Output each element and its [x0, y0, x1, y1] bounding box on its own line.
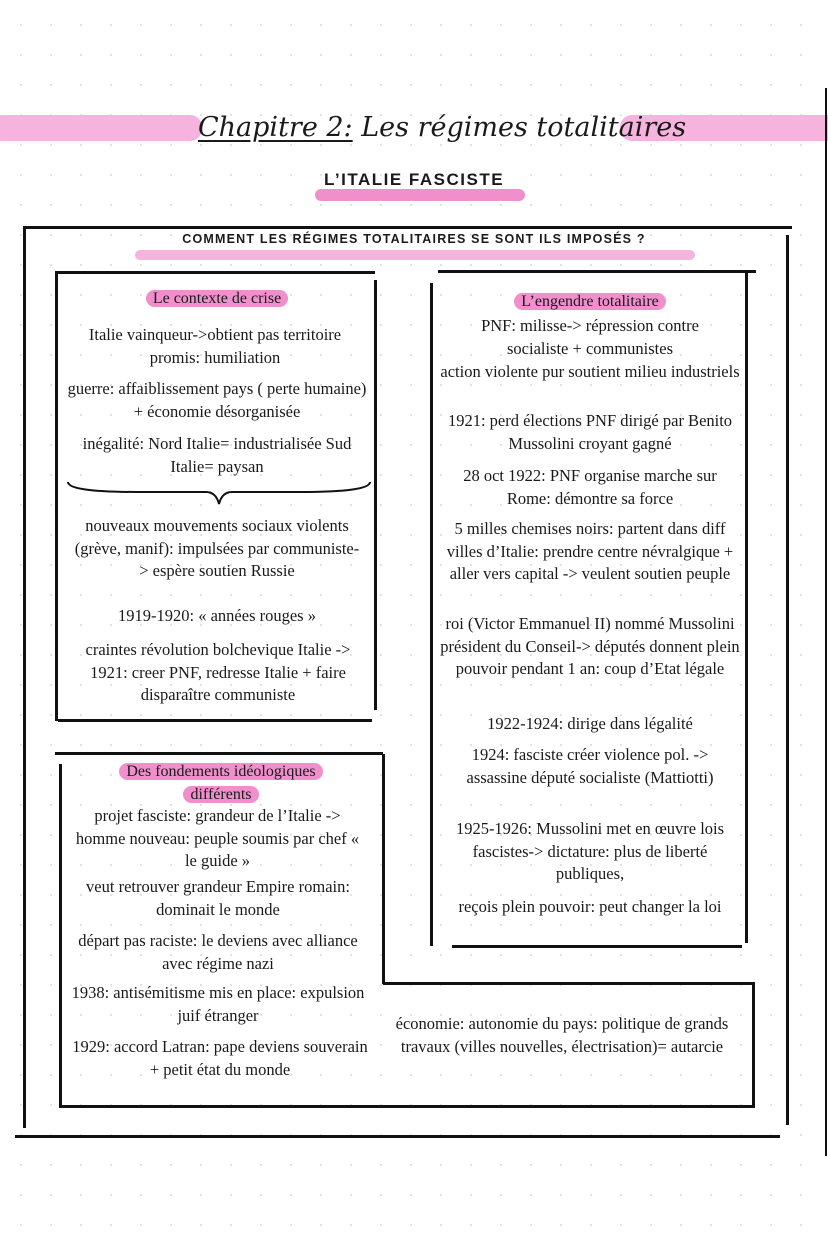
engendre-box-left [430, 283, 433, 946]
economy-item: économie: autonomie du pays: politique de grands travaux (villes nouvelles, électrisation)= autarcie [395, 1014, 729, 1056]
engendre-item: PNF: milisse-> répression contre socialiste + communistes [481, 316, 699, 358]
page-right-edge [825, 88, 827, 1156]
ideology-item: projet fasciste: grandeur de l’Italie -> homme nouveau: peuple soumis par chef « le guide » [75, 806, 360, 870]
guiding-question: COMMENT LES RÉGIMES TOTALITAIRES SE SONT ILS IMPOSÉS ? [182, 232, 646, 246]
crisis-item: guerre: affaiblissement pays ( perte humaine) + économie désorganisée [67, 379, 367, 421]
outer-frame-bottom [15, 1135, 780, 1138]
crisis-item: nouveaux mouvements sociaux violents (grève, manif): impulsées par communiste-> espère soutien Russie [74, 516, 360, 580]
engendre-item: 1925-1926: Mussolini met en œuvre lois fascistes-> dictature: plus de liberté publiques, [455, 819, 725, 883]
ideology-section-title: Des fondements idéologiques différents [62, 760, 380, 806]
engendre-item: 1921: perd élections PNF dirigé par Benito Mussolini croyant gagné [447, 411, 733, 453]
ideology-box-inner-vertical [382, 754, 385, 984]
crisis-box-right [374, 280, 377, 710]
ideology-box-top [55, 752, 383, 755]
engendre-item: reçois plein pouvoir: peut changer la loi [458, 897, 722, 916]
chapter-name: Les régimes totalitaires [352, 112, 687, 143]
question-highlight [135, 250, 695, 260]
engendre-item: 1924: fasciste créer violence pol. -> assassine député socialiste (Mattiotti) [466, 745, 714, 787]
crisis-box-top [55, 271, 375, 274]
ideology-box-left [59, 764, 62, 1108]
outer-frame-left [23, 226, 26, 1128]
outer-frame-top [24, 226, 792, 229]
ideology-item: veut retrouver grandeur Empire romain: dominait le monde [86, 877, 350, 919]
engendre-section-title: L’engendre totalitaire [440, 291, 740, 313]
engendre-box-right [745, 273, 748, 943]
engendre-box-top [438, 270, 756, 273]
engendre-item: action violente pur soutient milieu industriels [440, 362, 740, 381]
ideology-box-bottom [60, 1105, 752, 1108]
page-title [198, 108, 687, 148]
crisis-item: Italie vainqueur->obtient pas territoire promis: humiliation [88, 325, 342, 367]
ideology-item: départ pas raciste: le deviens avec alliance avec régime nazi [78, 931, 358, 973]
crisis-box-left [55, 271, 58, 721]
crisis-section-title: Le contexte de crise [62, 288, 372, 310]
ideology-item: 1929: accord Latran: pape deviens souverain + petit état du monde [72, 1037, 368, 1079]
crisis-item: craintes révolution bolchevique Italie -> 1921: creer PNF, redresse Italie + faire disparaître communiste [85, 640, 351, 704]
chapter-label: Chapitre 2: [198, 112, 353, 143]
economy-box-top [383, 982, 755, 985]
title-highlight-left [0, 115, 202, 141]
engendre-box-bottom [452, 945, 742, 948]
ideology-item: 1938: antisémitisme mis en place: expulsion juif étranger [71, 983, 365, 1025]
crisis-item: inégalité: Nord Italie= industrialisée Sud Italie= paysan [82, 434, 352, 476]
curly-brace-icon [66, 478, 372, 506]
economy-box-right [752, 982, 755, 1108]
engendre-item: 28 oct 1922: PNF organise marche sur Rome: démontre sa force [463, 466, 717, 508]
engendre-item: 5 milles chemises noirs: partent dans diff villes d’Italie: prendre centre névralgique + aller vers capital -> veulent soutien peuple [446, 519, 734, 583]
crisis-item: 1919-1920: « années rouges » [118, 606, 316, 625]
subtitle-highlight [315, 189, 525, 201]
engendre-item: 1922-1924: dirige dans légalité [487, 714, 693, 733]
subtitle: L’ITALIE FASCISTE [323, 170, 505, 189]
crisis-box-bottom [58, 719, 372, 722]
engendre-item: roi (Victor Emmanuel II) nommé Mussolini président du Conseil-> députés donnent plein pouvoir pendant 1 an: coup d’Etat légale [440, 614, 740, 678]
outer-frame-right [786, 235, 789, 1125]
